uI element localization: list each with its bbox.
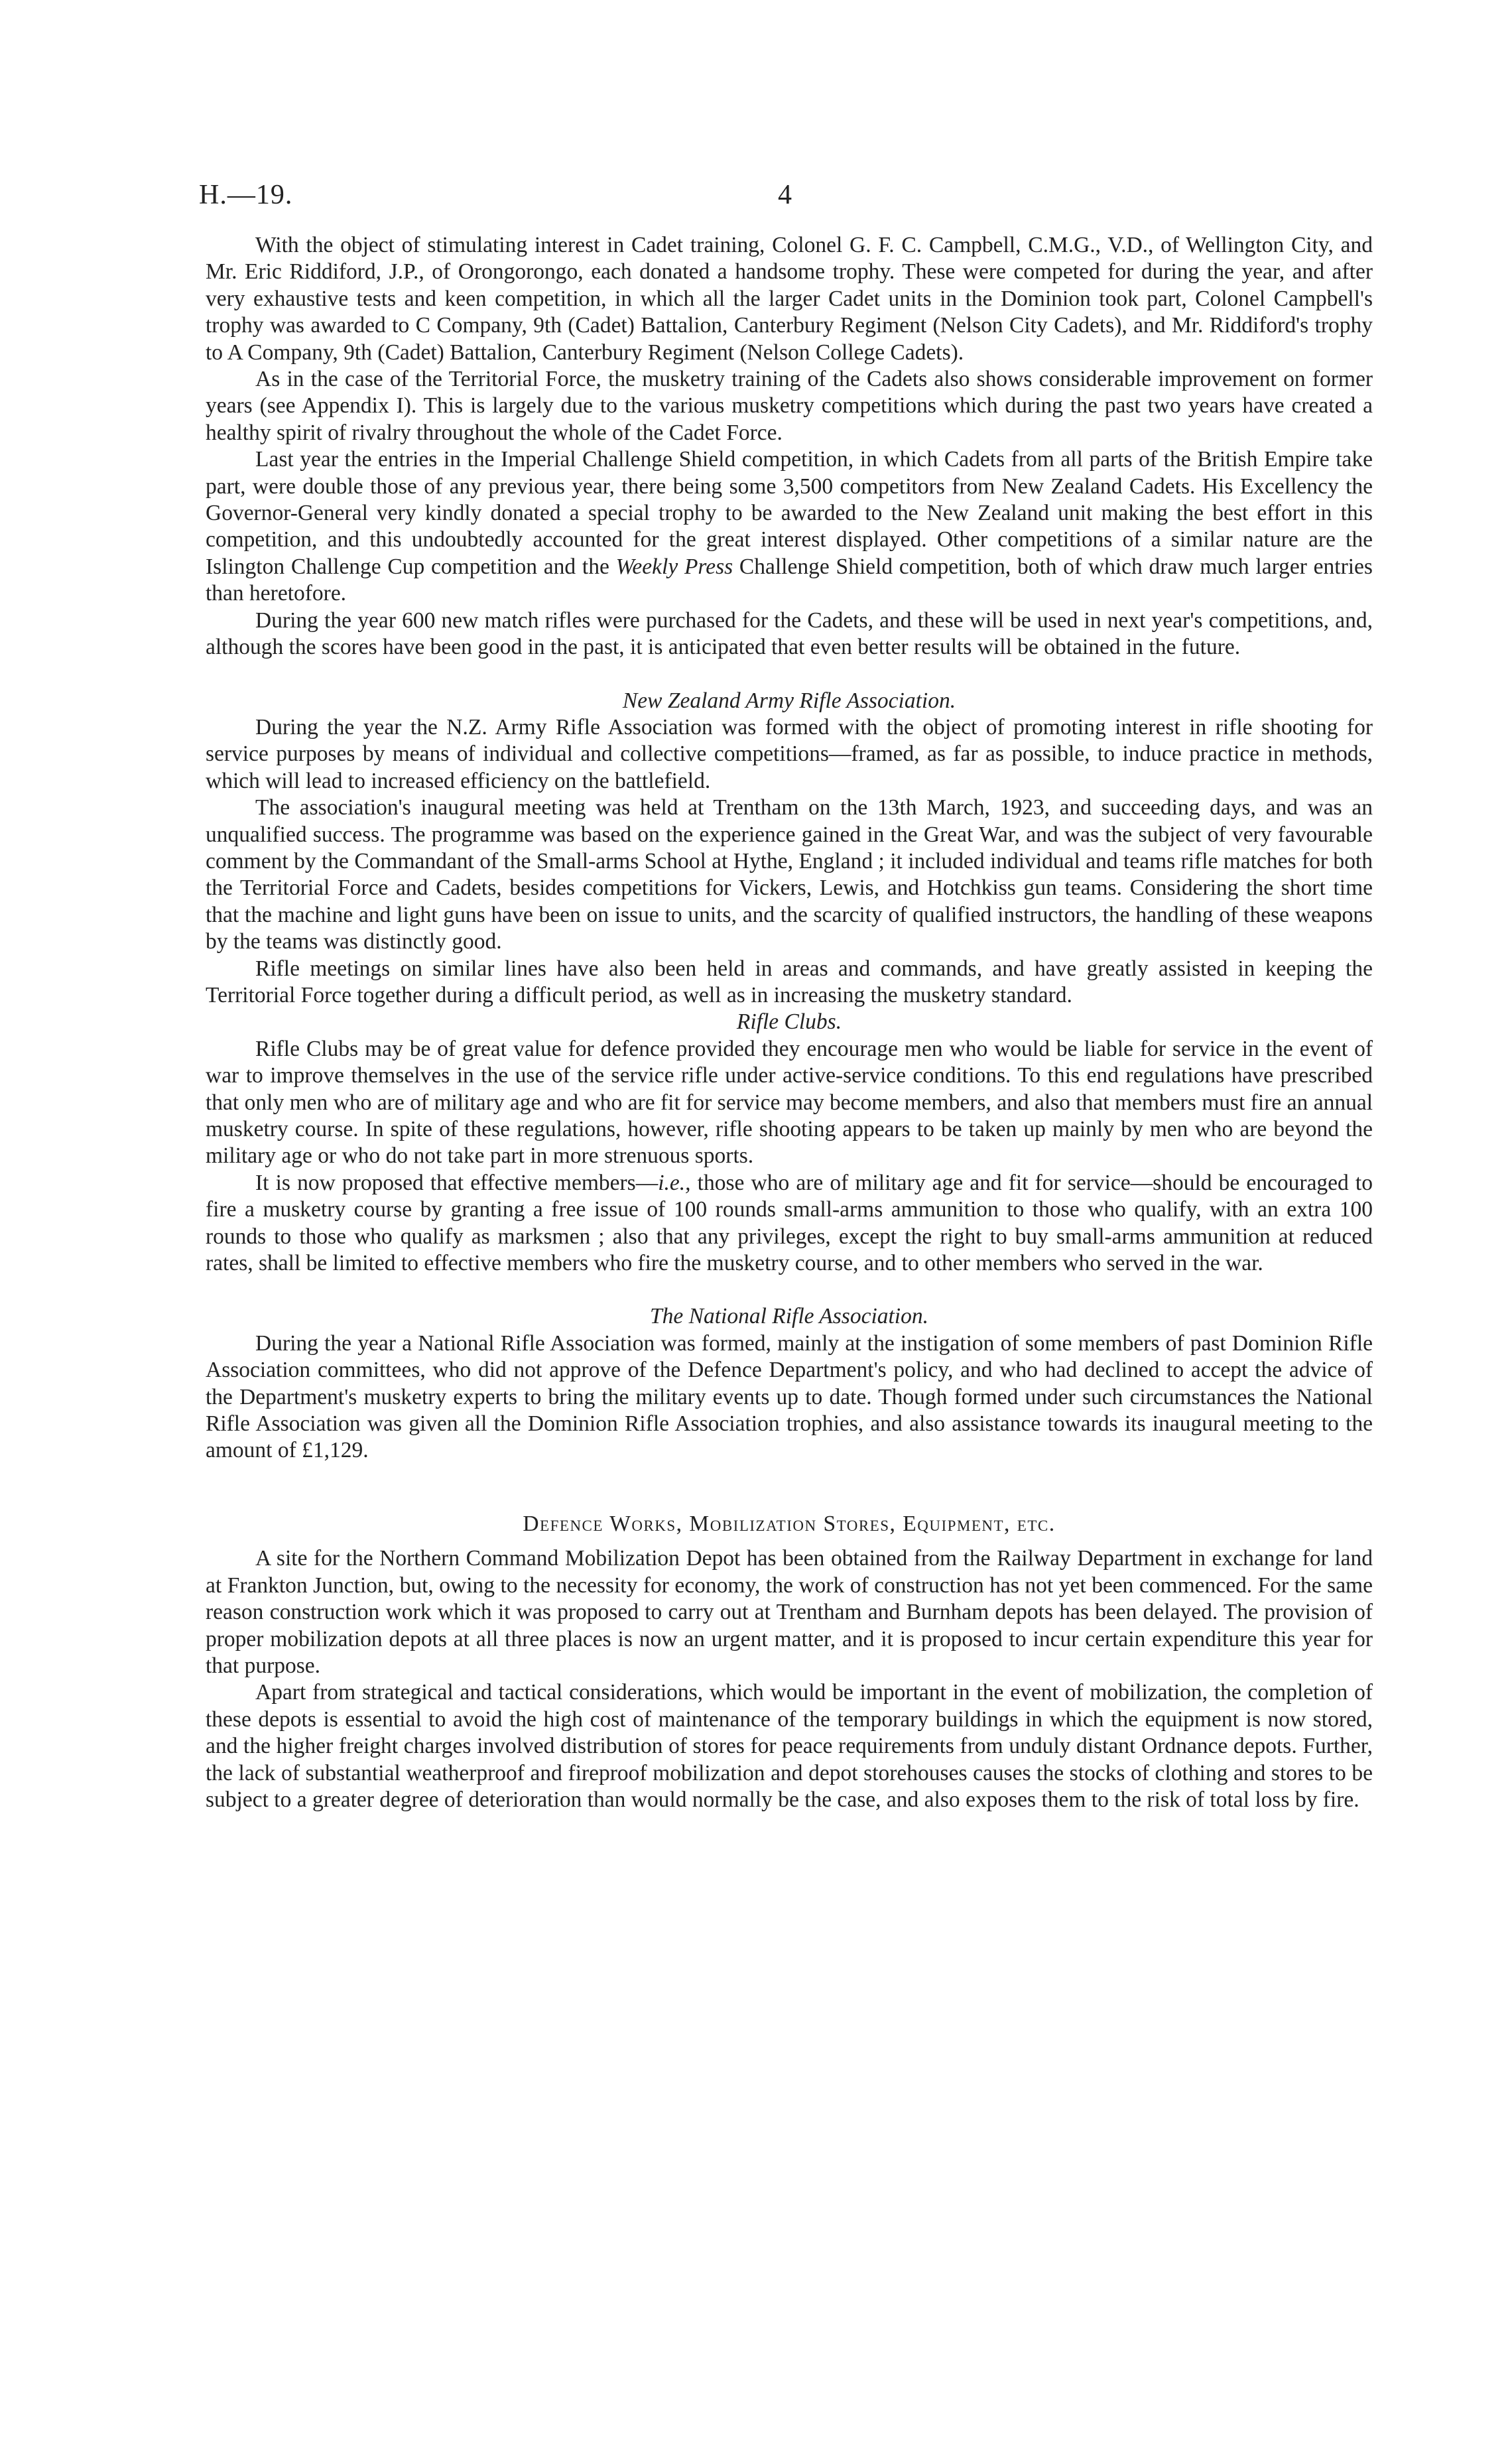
ie-abbreviation: i.e., [658, 1170, 691, 1195]
page-number: 4 [778, 180, 792, 210]
document-reference: H.—19. [199, 180, 293, 210]
page-header [199, 179, 1373, 232]
paragraph-inaugural-meeting: The association's inaugural meeting was held at Trentham on the 13th March, 1923, and succeeding days, and was an unqualified success. The programme was based on the experience gained in the Great War, and was the subject of very favourable comment by the Commandant of the Small-arms School at Hythe, England ; it included individual and teams rifle matches for both the Territorial Force and Cadets, besides competitions for Vickers, Lewis, and Hotchkiss gun teams. Considering the short time that the machine and light guns have been on issue to units, and the scarcity of qualified instructors, the handling of these weapons by the teams was distinctly good. [206, 795, 1373, 954]
paragraph-army-rifle-formed: During the year the N.Z. Army Rifle Association was formed with the object of promoting interest in rifle shooting for service purposes by means of individual and collective competitions—framed, as far as possible, to induce practice in methods, which will lead to increased efficiency on the battlefield. [206, 714, 1373, 793]
paragraph-match-rifles: During the year 600 new match rifles were purchased for the Cadets, and these will be used in next year's competitions, and, although the scores have been good in the past, it is anticipated that even better results will be obtained in the future. [206, 608, 1373, 660]
proposal-text-after: those who are of military age and fit for service—should be encouraged to fire a musketry course by granting a free issue of 100 rounds small-arms ammunition to those who qualify, with an extra 100 rounds to those who qualify as marksmen ; also that any privileges, except the right to buy small-arms ammunition at reduced rates, shall be limited to effective members who fire the musketry course, and to other members who served in the war. [206, 1170, 1373, 1276]
paragraph-effective-members [206, 1170, 1373, 1277]
heading-army-rifle-association: New Zealand Army Rifle Association. [622, 688, 956, 713]
shield-text-before: Last year the entries in the Imperial Challenge Shield competition, in which Cadets from all parts of the British Empire take part, were double those of any previous year, there being some 3,500 competitors from New Zealand Cadets. His Excellency the Governor-General very kindly donated a special trophy to be awarded to the New Zealand unit making the best effort in this competition, and this undoubtedly accounted for the great interest displayed. Other competitions of a similar nature are the Islington Challenge Cup competition and the [206, 447, 1373, 579]
shield-text-after: Challenge Shield competition, both of which draw much larger entries than heretofore. [206, 554, 1373, 606]
paragraph-northern-command-depot: A site for the Northern Command Mobilization Depot has been obtained from the Railway Department in exchange for land at Frankton Junction, but, owing to the necessity for economy, the work of construction has not yet been commenced. For the same reason construction work which it was proposed to carry out at Trentham and Burnham depots has been delayed. The provision of proper mobilization depots at all three places is now an urgent matter, and it is proposed to incur certain expenditure this year for that purpose. [206, 1546, 1373, 1678]
heading-rifle-clubs: Rifle Clubs. [736, 1009, 842, 1035]
paragraph-rifle-clubs-value: Rifle Clubs may be of great value for defence provided they encourage men who would be liable for service in the event of war to improve themselves in the use of the service rifle under active-service conditions. To this end regulations have prescribed that only men who are of military age and who are fit for service may become members, and also that members must fire an annual musketry course. In spite of these regulations, however, rifle shooting appears to be taken up mainly by men who are beyond the military age or who do not take part in more strenuous sports. [206, 1036, 1373, 1169]
proposal-text-before: It is now proposed that effective members— [255, 1170, 659, 1195]
document-page [199, 179, 1373, 1813]
weekly-press-title: Weekly Press [615, 554, 733, 579]
paragraph-national-rifle-association: During the year a National Rifle Association was formed, mainly at the instigation of some members of past Dominion Rifle Association committees, who did not approve of the Defence Department's policy, and who had declined to accept the advice of the Department's musketry experts to bring the military events up to date. Though formed under such circumstances the National Rifle Association was given all the Dominion Rifle Association trophies, and also assistance towards its inaugural meeting to the amount of £1,129. [206, 1330, 1373, 1463]
paragraph-cadet-trophies: With the object of stimulating interest in Cadet training, Colonel G. F. C. Campbell, C.M.G., V.D., of Wellington City, and Mr. Eric Riddiford, J.P., of Orongorongo, each donated a handsome trophy. These were competed for during the year, and after very exhaustive tests and keen competition, in which all the larger Cadet units in the Dominion took part, Colonel Campbell's trophy was awarded to C Company, 9th (Cadet) Battalion, Canterbury Regiment (Nelson City Cadets), and Mr. Riddiford's trophy to A Company, 9th (Cadet) Battalion, Canterbury Regiment (Nelson College Cadets). [206, 233, 1373, 365]
paragraph-depot-completion: Apart from strategical and tactical considerations, which would be important in the event of mobilization, the completion of these depots is essential to avoid the high cost of maintenance of the temporary buildings in which the equipment is now stored, and the higher freight charges involved distribution of stores for peace requirements from unduly distant Ordnance depots. Further, the lack of substantial weatherproof and fireproof mobilization and depot storehouses causes the stocks of clothing and stores to be subject to a greater degree of deterioration than would normally be the case, and also exposes them to the risk of total loss by fire. [206, 1680, 1373, 1812]
heading-national-rifle-association: The National Rifle Association. [650, 1304, 928, 1329]
paragraph-rifle-meetings: Rifle meetings on similar lines have also been held in areas and commands, and have greatly assisted in keeping the Territorial Force together during a difficult period, as well as in increasing the musketry standard. [206, 956, 1373, 1007]
paragraph-cadet-musketry: As in the case of the Territorial Force, the musketry training of the Cadets also shows considerable improvement on former years (see Appendix I). This is largely due to the various musketry competitions which during the past two years have created a healthy spirit of rivalry throughout the whole of the Cadet Force. [206, 367, 1373, 445]
paragraph-imperial-challenge-shield [206, 446, 1373, 607]
heading-defence-works: Defence Works, Mobilization Stores, Equipment, etc. [523, 1511, 1056, 1536]
